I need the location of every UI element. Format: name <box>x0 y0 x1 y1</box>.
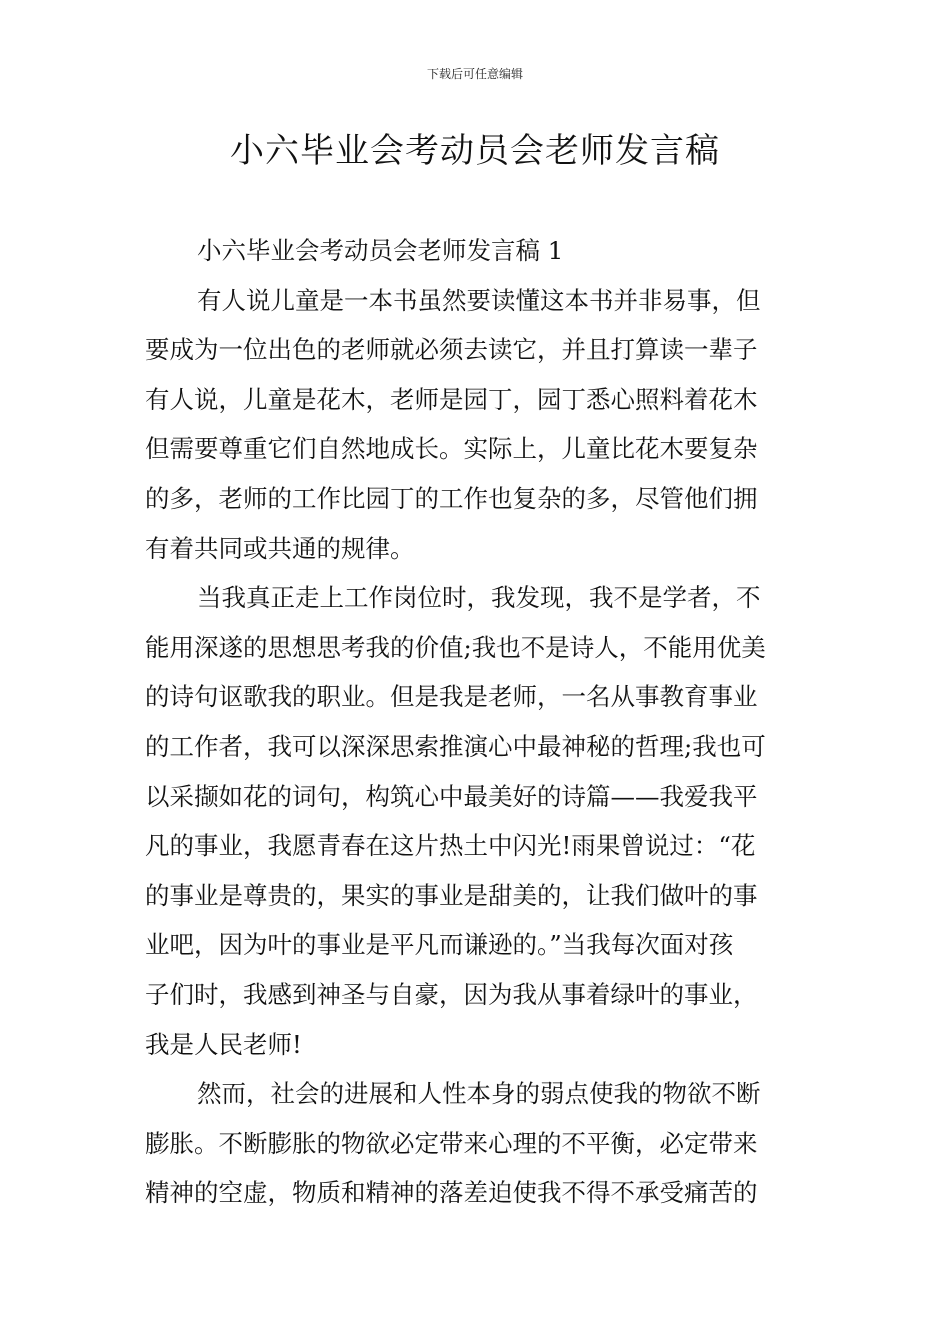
paragraph-2-line-10: 我是人民老师! <box>145 1029 302 1059</box>
paragraph-3-line-2: 膨胀。不断膨胀的物欲必定带来心理的不平衡，必定带来 <box>145 1128 758 1158</box>
paragraph-2-line-7: 的事业是尊贵的，果实的事业是甜美的，让我们做叶的事 <box>145 880 758 910</box>
paragraph-3-line-1: 然而，社会的进展和人性本身的弱点使我的物欲不断 <box>197 1079 761 1109</box>
paragraph-1-line-6: 有着共同或共通的规律。 <box>145 533 415 563</box>
page-header-note: 下载后可任意编辑 <box>426 67 523 81</box>
paragraph-2-line-8: 业吧，因为叶的事业是平凡而谦逊的。”当我每次面对孩 <box>145 930 734 960</box>
paragraph-3-line-3: 精神的空虚，物质和精神的落差迫使我不得不承受痛苦的 <box>145 1178 758 1208</box>
paragraph-1-line-3: 有人说，儿童是花木，老师是园丁，园丁悉心照料着花木 <box>145 384 758 414</box>
document-title: 小六毕业会考动员会老师发言稿 <box>230 131 720 171</box>
paragraph-1-line-5: 的多，老师的工作比园丁的工作也复杂的多，尽管他们拥 <box>145 483 758 513</box>
paragraph-2-line-1: 当我真正走上工作岗位时，我发现，我不是学者，不 <box>197 583 761 613</box>
section-heading: 小六毕业会考动员会老师发言稿 1 <box>197 236 564 265</box>
paragraph-1-line-1: 有人说儿童是一本书虽然要读懂这本书并非易事，但 <box>197 285 761 315</box>
paragraph-2-line-3: 的诗句讴歌我的职业。但是我是老师，一名从事教育事业 <box>145 682 758 712</box>
paragraph-2-line-2: 能用深遂的思想思考我的价值;我也不是诗人，不能用优美 <box>145 632 766 662</box>
paragraph-2-line-4: 的工作者，我可以深深思索推演心中最神秘的哲理;我也可 <box>145 731 766 761</box>
paragraph-1-line-2: 要成为一位出色的老师就必须去读它，并且打算读一辈子 <box>145 335 758 365</box>
paragraph-2-line-6: 凡的事业，我愿青春在这片热土中闪光!雨果曾说过：“花 <box>145 831 756 861</box>
paragraph-2-line-9: 子们时，我感到神圣与自豪，因为我从事着绿叶的事业， <box>145 979 758 1009</box>
paragraph-1-line-4: 但需要尊重它们自然地成长。实际上，儿童比花木要复杂 <box>145 434 758 464</box>
paragraph-2-line-5: 以采撷如花的词句，构筑心中最美好的诗篇——我爱我平 <box>145 781 758 811</box>
document-body <box>145 226 810 1218</box>
